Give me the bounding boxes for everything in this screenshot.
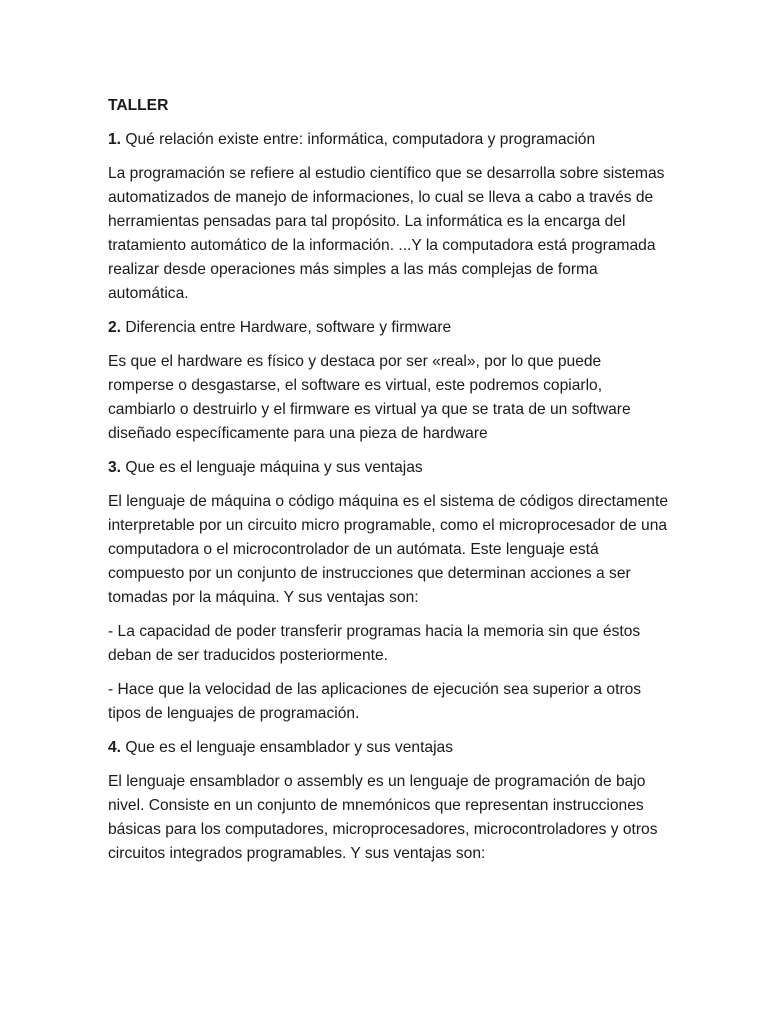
question-text: Qué relación existe entre: informática, computadora y programación: [121, 131, 596, 148]
question-text: Diferencia entre Hardware, software y firmware: [121, 319, 452, 336]
advantage-item: - La capacidad de poder transferir programas hacia la memoria sin que éstos deban de ser traducidos posteriormente.: [108, 623, 641, 664]
question-number: 1.: [108, 131, 122, 148]
question-text: Que es el lenguaje ensamblador y sus ventajas: [121, 739, 454, 756]
question-1: [108, 128, 668, 152]
answer-paragraph: El lenguaje de máquina o código máquina es el sistema de códigos directamente interpretable por un circuito micro programable, como el microprocesador de una computadora o el microcontrolador de un autómata. Este lenguaje está compuesto por un conjunto de instrucciones que determinan acciones a ser tomadas por la máquina. Y sus ventajas son:: [108, 493, 668, 606]
question-number: 4.: [108, 739, 122, 756]
answer-paragraph: Es que el hardware es físico y destaca por ser «real», por lo que puede romperse o desgastarse, el software es virtual, este podremos copiarlo, cambiarlo o destruirlo y el firmware es virtual ya que se trata de un software diseñado específicamente para una pieza de hardware: [108, 353, 631, 442]
question-number: 3.: [108, 459, 122, 476]
question-text: Que es el lenguaje máquina y sus ventajas: [121, 459, 423, 476]
document-title: TALLER: [108, 97, 169, 114]
answer-paragraph: El lenguaje ensamblador o assembly es un lenguaje de programación de bajo nivel. Consiste en un conjunto de mnemónicos que representan instrucciones básicas para los computadores, microprocesadores, microcontroladores y otros circuitos integrados programables. Y sus ventajas son:: [108, 773, 658, 862]
document-page: [108, 94, 668, 876]
question-number: 2.: [108, 319, 122, 336]
question-2: [108, 316, 668, 340]
question-4: [108, 736, 668, 760]
answer-paragraph: La programación se refiere al estudio científico que se desarrolla sobre sistemas automatizados de manejo de informaciones, lo cual se lleva a cabo a través de herramientas pensadas para tal propósito. La informática es la encarga del tratamiento automático de la información. ...Y la computadora está programada realizar desde operaciones más simples a las más complejas de forma automática.: [108, 165, 665, 302]
advantage-item: - Hace que la velocidad de las aplicaciones de ejecución sea superior a otros tipos de lenguajes de programación.: [108, 681, 642, 722]
question-3: [108, 456, 668, 480]
